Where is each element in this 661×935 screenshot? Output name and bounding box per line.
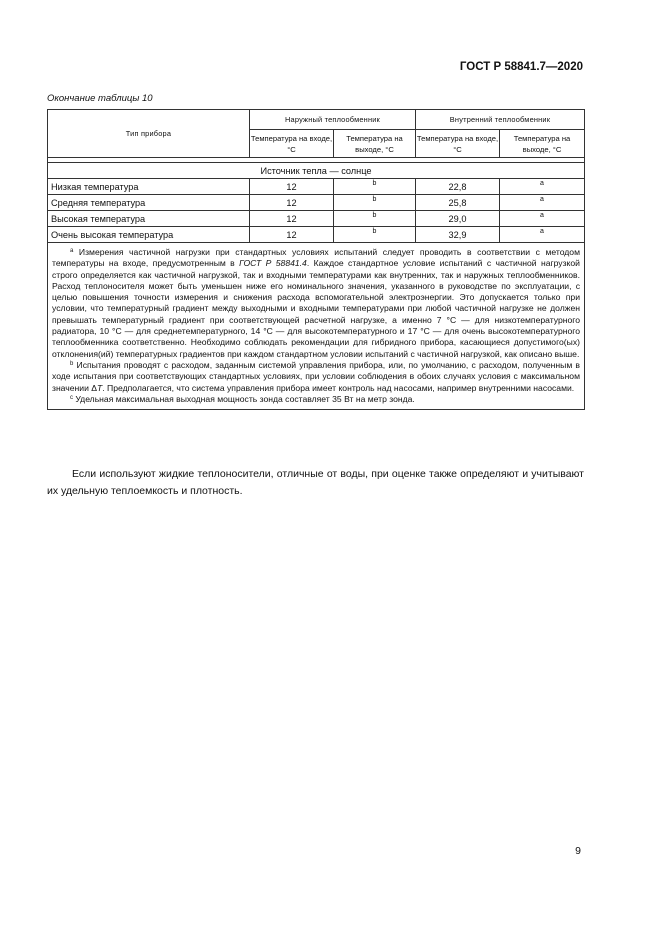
- outer-inlet-value: 12: [250, 211, 334, 227]
- inner-outlet-footnote: a: [500, 227, 585, 243]
- data-table: [47, 109, 585, 410]
- inner-inlet-value: 22,8: [416, 179, 500, 195]
- outer-outlet-footnote: b: [334, 195, 416, 211]
- table-row: [48, 227, 585, 243]
- body-paragraph: Если используют жидкие теплоносители, отличные от воды, при оценке также определяют и учитывают их удельную теплоемкость и плотность.: [47, 468, 584, 497]
- header-outer-inlet: Температура на входе, °С: [250, 130, 334, 158]
- note-a: $^a$ Измерения частичной нагрузки при стандартных условиях испытаний следует проводить в соответствии с методом температуры на входе, предусмотренным в ГОСТ Р 58841.4. Каждое стандартное условие испытаний с частичной нагрузкой строго определяется как частичной нагрузкой, так и входными температурами как внутренних, так и наружных теплообменников. Расход теплоносителя может быть уменьшен ниже его номинального значения, указанного в руководстве по эксплуатации, с целью повышения точности измерения и снижения расхода вспомогательной электроэнергии. Это допускается только при условии, что температурный градиент между выходными и входными температурами при любой частичной нагрузке не должен превышать температурный градиент при соответствующей расчетной нагрузке, а именно 7 °С — для низкотемпературного радиатора, 10 °С — для среднетемпературного, 14 °С — для высокотемпературного и 17 °С — для очень высокотемпературного теплообменника соответственно. Необходимо соблюдать рекомендации для гибридного прибора, касающиеся допустимого(ых) отклонения(ий) температурных градиентов при каждом стандартном условии испытаний с частичной нагрузкой, как описано выше.: [52, 247, 580, 359]
- note-c: $^c$ Удельная максимальная выходная мощность зонда составляет 35 Вт на метр зонда.: [70, 393, 415, 404]
- heat-source-row: Источник тепла — солнце: [48, 163, 585, 179]
- row-label: Высокая температура: [48, 211, 250, 227]
- table-row: [48, 195, 585, 211]
- header-inner-exchanger: Внутренний теплообменник: [416, 110, 585, 130]
- header-inner-outlet: Температура на выходе, °С: [500, 130, 585, 158]
- row-label: Средняя температура: [48, 195, 250, 211]
- header-device-type: Тип прибора: [48, 110, 250, 158]
- page-number: 9: [575, 845, 581, 857]
- inner-inlet-value: 32,9: [416, 227, 500, 243]
- outer-inlet-value: 12: [250, 179, 334, 195]
- header-outer-exchanger: Наружный теплообменник: [250, 110, 416, 130]
- outer-inlet-value: 12: [250, 195, 334, 211]
- outer-outlet-footnote: b: [334, 179, 416, 195]
- table-caption: Окончание таблицы 10: [47, 93, 153, 104]
- table-notes: [48, 243, 585, 410]
- inner-inlet-value: 25,8: [416, 195, 500, 211]
- document-code: ГОСТ Р 58841.7—2020: [459, 61, 583, 73]
- outer-inlet-value: 12: [250, 227, 334, 243]
- inner-outlet-footnote: a: [500, 179, 585, 195]
- table-row: [48, 211, 585, 227]
- header-inner-inlet: Температура на входе, °С: [416, 130, 500, 158]
- outer-outlet-footnote: b: [334, 227, 416, 243]
- inner-inlet-value: 29,0: [416, 211, 500, 227]
- note-b: $^b$ Испытания проводят с расходом, заданным системой управления прибора, или, по умолчанию, с расходом, полученным в ходе испытания при соответствующих стандартных условиях, при условии соблюдения в обоих случаях условия с максимальном значении ΔT. Предполагается, что система управления прибора имеет контроль над насосами, например внутренними насосами.: [52, 359, 580, 393]
- table-row: [48, 179, 585, 195]
- outer-outlet-footnote: b: [334, 211, 416, 227]
- header-outer-outlet: Температура на выходе, °С: [334, 130, 416, 158]
- row-label: Очень высокая температура: [48, 227, 250, 243]
- inner-outlet-footnote: a: [500, 195, 585, 211]
- note-a-reference: ГОСТ Р 58841.4: [239, 258, 307, 269]
- inner-outlet-footnote: a: [500, 211, 585, 227]
- row-label: Низкая температура: [48, 179, 250, 195]
